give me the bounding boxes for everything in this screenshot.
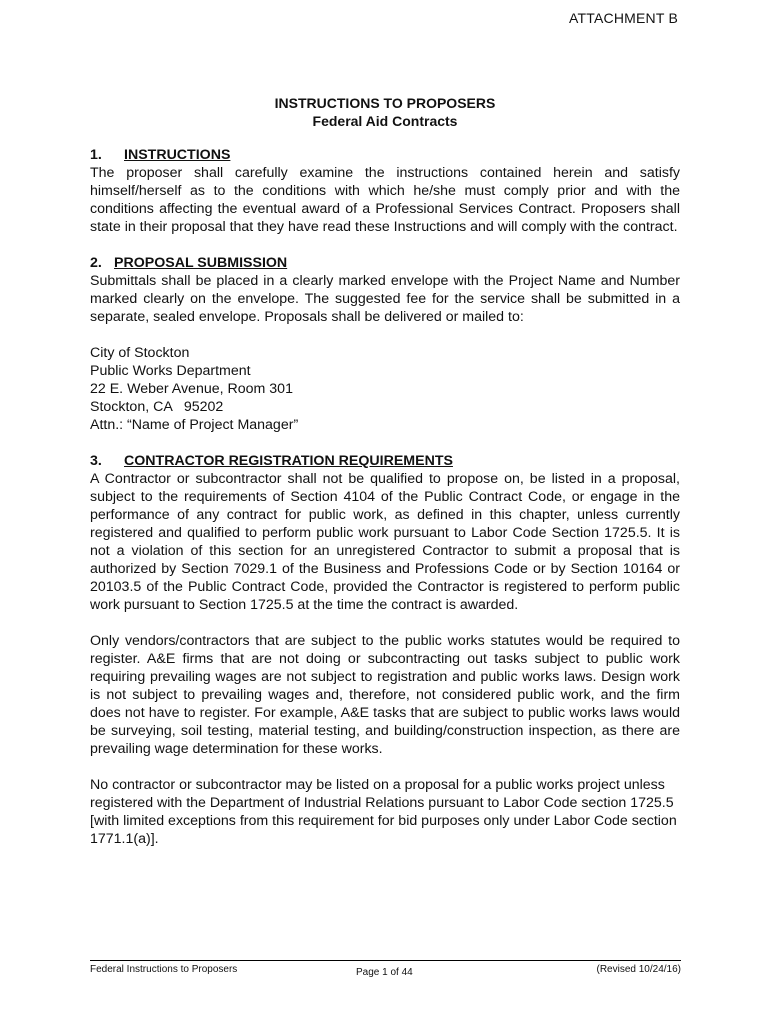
section-2-heading [90,254,680,272]
section-3-paragraph-3: No contractor or subcontractor may be listed on a proposal for a public works project unless registered with the Department of Industrial Relations pursuant to Labor Code section 1725.5 [with limited exceptions from this requirement for bid purposes only under Labor Code section 1771.1(a)]. [90,777,677,847]
footer-page-number: Page 1 of 44 [356,967,413,978]
document-title: INSTRUCTIONS TO PROPOSERS [274,95,496,111]
attachment-label: ATTACHMENT B [569,10,678,26]
address-line: City of Stockton [90,345,190,361]
section-title: CONTRACTOR REGISTRATION REQUIREMENTS [124,453,453,469]
document-title-block [0,94,770,130]
mailing-address [90,344,680,434]
address-line: Stockton, CA 95202 [90,399,224,415]
address-line: 22 E. Weber Avenue, Room 301 [90,381,293,397]
section-3-heading [90,452,680,470]
section-2-body: Submittals shall be placed in a clearly marked envelope with the Project Name and Number marked clearly on the envelope. The suggested fee for the service shall be submitted in a separate, sealed envelope. Proposals shall be delivered or mailed to: [90,273,680,325]
section-1-body: The proposer shall carefully examine the instructions contained herein and satisfy himself/herself as to the conditions with which he/she must comply prior and with the conditions affecting the eventual award of a Professional Services Contract. Proposers shall state in their proposal that they have read these Instructions and will comply with the contract. [90,165,680,235]
section-number: 3. [90,453,102,469]
address-line: Attn.: “Name of Project Manager” [90,417,299,433]
document-body [90,146,680,848]
footer-revision-date: (Revised 10/24/16) [596,964,681,975]
section-number: 2. [90,255,102,271]
section-1-heading [90,146,680,164]
section-3-paragraph-1: A Contractor or subcontractor shall not be qualified to propose on, be listed in a proposal, subject to the requirements of Section 4104 of the Public Contract Code, or engage in the performance of any contract for public work, as defined in this chapter, unless currently registered and qualified to perform public work pursuant to Labor Code Section 1725.5. It is not a violation of this section for an unregistered Contractor to submit a proposal that is authorized by Section 7029.1 of the Business and Professions Code or by Section 10164 or 20103.5 of the Public Contract Code, provided the Contractor is registered to perform public work pursuant to Section 1725.5 at the time the contract is awarded. [90,471,680,613]
document-subtitle: Federal Aid Contracts [312,113,458,129]
section-title: PROPOSAL SUBMISSION [114,255,288,271]
section-title: INSTRUCTIONS [124,147,231,163]
section-3-paragraph-2: Only vendors/contractors that are subject to the public works statutes would be required to register. A&E firms that are not doing or subcontracting out tasks subject to public work requiring prevailing wages are not subject to registration and public works laws. Design work is not subject to prevailing wages and, therefore, not considered public work, and the firm does not have to register. For example, A&E tasks that are subject to public works laws would be surveying, soil testing, material testing, and building/construction inspection, as there are prevailing wage determination for these works. [90,633,680,757]
address-line: Public Works Department [90,363,251,379]
footer-document-name: Federal Instructions to Proposers [90,964,238,975]
footer-divider [90,960,681,961]
section-number: 1. [90,147,102,163]
